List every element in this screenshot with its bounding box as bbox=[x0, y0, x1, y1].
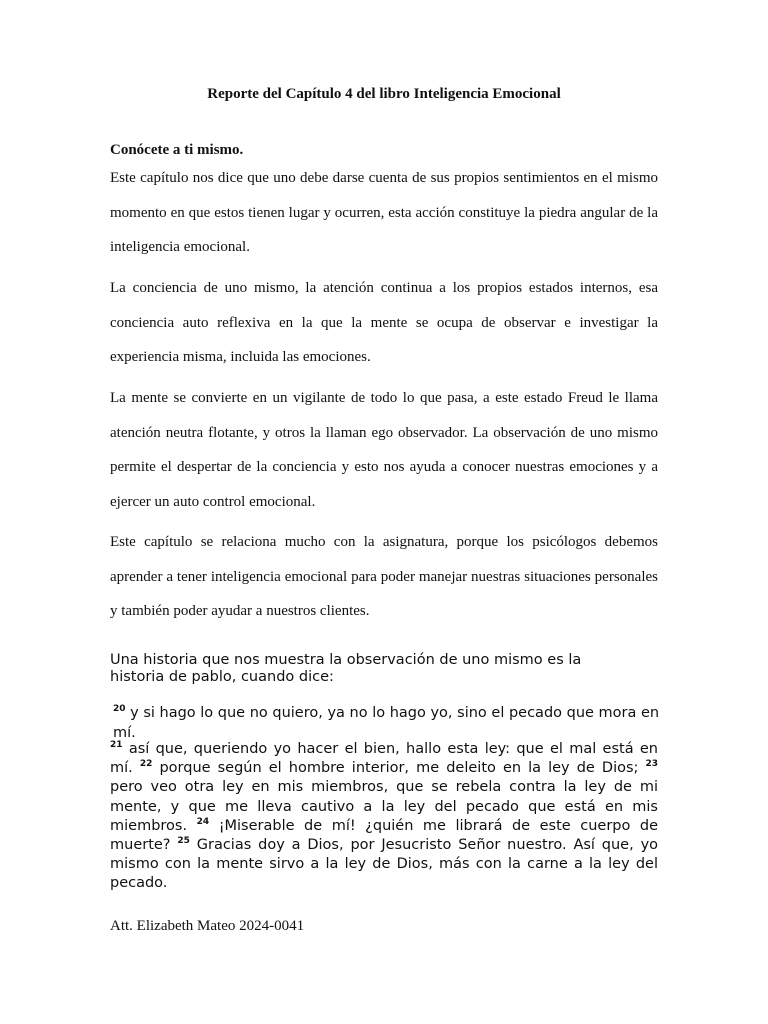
verse-text: y si hago lo que no quiero, ya no lo hago yo, sino el pecado que mora en mí. bbox=[113, 705, 660, 741]
verse-text: porque según el hombre interior, me deleito en la ley de Dios; bbox=[159, 760, 639, 777]
verse-text: ¡Miserable de mí! ¿quién me librará de este cuerpo de muerte? bbox=[110, 817, 659, 854]
paragraph-4: Este capítulo se relaciona mucho con la asignatura, porque los psicólogos debemos aprender a tener inteligencia emocional para poder manejar nuestras situaciones personales y también poder ayudar a nuestros clientes. bbox=[110, 534, 658, 619]
paragraph-2: La conciencia de uno mismo, la atención continua a los propios estados internos, esa conciencia auto reflexiva en la que la mente se ocupa de observar e investigar la experiencia misma, incluida las emociones. bbox=[110, 280, 658, 365]
verse-20 bbox=[113, 703, 673, 743]
section-heading: Conócete a ti mismo. bbox=[110, 142, 244, 158]
paragraph-3: La mente se convierte en un vigilante de todo lo que pasa, a este estado Freud le llama atención neutra flotante, y otros la llaman ego observador. La observación de uno mismo permite el despertar de la conciencia y esto nos ayuda a conocer nuestras emociones y a ejercer un auto control emocional. bbox=[110, 390, 658, 510]
verse-text: Gracias doy a Dios, por Jesucristo Señor nuestro. Así que, yo mismo con la mente sirvo a la ley de Dios, más con la carne a la ley del pecado. bbox=[110, 837, 659, 892]
verse-block bbox=[110, 740, 658, 894]
verse-number: 24 bbox=[196, 816, 210, 827]
verse-number: 22 bbox=[139, 759, 153, 770]
verse-text: pero veo otra ley en mis miembros, que se rebela contra la ley de mi mente, y que me lleva cautivo a la ley del pecado que está en mis miembros. bbox=[110, 779, 658, 834]
document-title: Reporte del Capítulo 4 del libro Inteligencia Emocional bbox=[207, 86, 561, 102]
verse-number: 21 bbox=[110, 740, 123, 751]
verse-number: 23 bbox=[645, 759, 659, 770]
signature: Att. Elizabeth Mateo 2024-0041 bbox=[110, 918, 305, 934]
verse-number: 20 bbox=[113, 704, 126, 715]
intro-text: Una historia que nos muestra la observación de uno mismo es la historia de pablo, cuando dice: bbox=[110, 652, 582, 685]
paragraph-1: Este capítulo nos dice que uno debe darse cuenta de sus propios sentimientos en el mismo momento en que estos tienen lugar y ocurren, esta acción constituye la piedra angular de la inteligencia emocional. bbox=[110, 170, 658, 255]
verse-number: 25 bbox=[177, 836, 190, 847]
verse-text: así que, queriendo yo hacer el bien, hallo esta ley: que el mal está en mí. bbox=[110, 741, 658, 777]
